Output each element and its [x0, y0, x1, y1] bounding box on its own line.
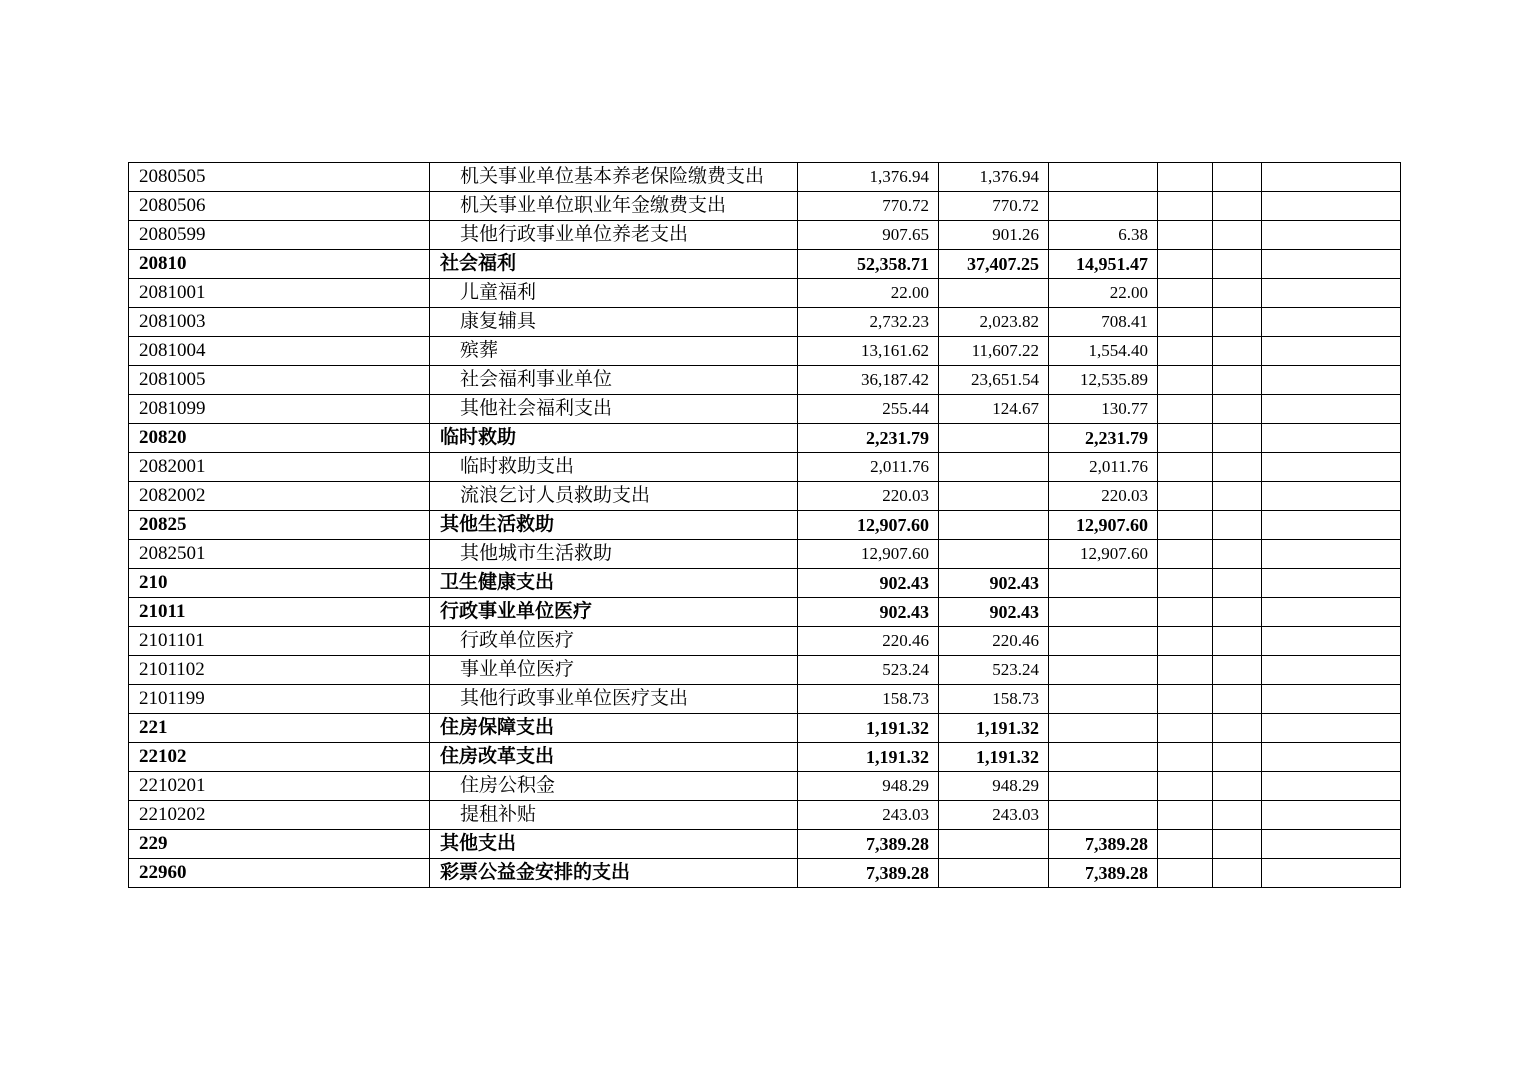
project-expenditure-cell: 220.03: [1049, 482, 1158, 511]
empty-cell: [1213, 337, 1262, 366]
subject-code-cell: 21011: [129, 598, 430, 627]
subject-name-cell: 社会福利: [430, 250, 798, 279]
basic-expenditure-cell: 1,191.32: [939, 743, 1049, 772]
empty-cell: [1213, 598, 1262, 627]
empty-cell: [1213, 859, 1262, 888]
empty-cell: [1262, 308, 1401, 337]
empty-cell: [1213, 540, 1262, 569]
empty-cell: [1158, 192, 1213, 221]
empty-cell: [1262, 163, 1401, 192]
project-expenditure-cell: [1049, 192, 1158, 221]
empty-cell: [1262, 772, 1401, 801]
total-amount-cell: 22.00: [798, 279, 939, 308]
subject-code-cell: 2080505: [129, 163, 430, 192]
basic-expenditure-cell: 243.03: [939, 801, 1049, 830]
basic-expenditure-cell: 220.46: [939, 627, 1049, 656]
project-expenditure-cell: 6.38: [1049, 221, 1158, 250]
table-row: [129, 163, 1401, 192]
basic-expenditure-cell: [939, 424, 1049, 453]
project-expenditure-cell: [1049, 627, 1158, 656]
empty-cell: [1213, 308, 1262, 337]
basic-expenditure-cell: [939, 453, 1049, 482]
project-expenditure-cell: [1049, 685, 1158, 714]
empty-cell: [1213, 279, 1262, 308]
subject-code-cell: 20825: [129, 511, 430, 540]
empty-cell: [1262, 859, 1401, 888]
subject-code-cell: 2081001: [129, 279, 430, 308]
subject-code-cell: 2081099: [129, 395, 430, 424]
subject-name-cell: 其他城市生活救助: [430, 540, 798, 569]
empty-cell: [1262, 482, 1401, 511]
table-row: [129, 192, 1401, 221]
empty-cell: [1158, 453, 1213, 482]
subject-code-cell: 2082002: [129, 482, 430, 511]
project-expenditure-cell: [1049, 656, 1158, 685]
empty-cell: [1262, 250, 1401, 279]
empty-cell: [1213, 830, 1262, 859]
empty-cell: [1158, 308, 1213, 337]
basic-expenditure-cell: 23,651.54: [939, 366, 1049, 395]
subject-name-cell: 殡葬: [430, 337, 798, 366]
basic-expenditure-cell: 37,407.25: [939, 250, 1049, 279]
basic-expenditure-cell: 11,607.22: [939, 337, 1049, 366]
subject-name-cell: 卫生健康支出: [430, 569, 798, 598]
empty-cell: [1262, 279, 1401, 308]
table-row: [129, 482, 1401, 511]
total-amount-cell: 2,732.23: [798, 308, 939, 337]
table-row: [129, 859, 1401, 888]
subject-name-cell: 临时救助支出: [430, 453, 798, 482]
subject-code-cell: 20810: [129, 250, 430, 279]
project-expenditure-cell: [1049, 714, 1158, 743]
empty-cell: [1158, 337, 1213, 366]
empty-cell: [1158, 569, 1213, 598]
subject-name-cell: 住房改革支出: [430, 743, 798, 772]
table-row: [129, 801, 1401, 830]
subject-name-cell: 临时救助: [430, 424, 798, 453]
subject-name-cell: 提租补贴: [430, 801, 798, 830]
empty-cell: [1213, 395, 1262, 424]
empty-cell: [1158, 627, 1213, 656]
subject-code-cell: 2210202: [129, 801, 430, 830]
empty-cell: [1158, 714, 1213, 743]
empty-cell: [1213, 772, 1262, 801]
table-row: [129, 714, 1401, 743]
subject-name-cell: 其他支出: [430, 830, 798, 859]
total-amount-cell: 12,907.60: [798, 540, 939, 569]
basic-expenditure-cell: 124.67: [939, 395, 1049, 424]
total-amount-cell: 7,389.28: [798, 859, 939, 888]
basic-expenditure-cell: 158.73: [939, 685, 1049, 714]
empty-cell: [1262, 598, 1401, 627]
total-amount-cell: 1,376.94: [798, 163, 939, 192]
empty-cell: [1262, 569, 1401, 598]
empty-cell: [1213, 569, 1262, 598]
basic-expenditure-cell: 2,023.82: [939, 308, 1049, 337]
project-expenditure-cell: 22.00: [1049, 279, 1158, 308]
table-row: [129, 685, 1401, 714]
empty-cell: [1213, 424, 1262, 453]
empty-cell: [1158, 859, 1213, 888]
subject-name-cell: 其他社会福利支出: [430, 395, 798, 424]
empty-cell: [1262, 830, 1401, 859]
subject-name-cell: 儿童福利: [430, 279, 798, 308]
total-amount-cell: 2,011.76: [798, 453, 939, 482]
project-expenditure-cell: 130.77: [1049, 395, 1158, 424]
project-expenditure-cell: 1,554.40: [1049, 337, 1158, 366]
basic-expenditure-cell: 1,376.94: [939, 163, 1049, 192]
project-expenditure-cell: 7,389.28: [1049, 830, 1158, 859]
table-row: [129, 511, 1401, 540]
project-expenditure-cell: 2,231.79: [1049, 424, 1158, 453]
project-expenditure-cell: [1049, 801, 1158, 830]
project-expenditure-cell: [1049, 569, 1158, 598]
empty-cell: [1213, 250, 1262, 279]
empty-cell: [1213, 192, 1262, 221]
empty-cell: [1262, 685, 1401, 714]
empty-cell: [1158, 511, 1213, 540]
empty-cell: [1158, 395, 1213, 424]
subject-name-cell: 社会福利事业单位: [430, 366, 798, 395]
empty-cell: [1262, 714, 1401, 743]
basic-expenditure-cell: 902.43: [939, 598, 1049, 627]
empty-cell: [1158, 830, 1213, 859]
subject-name-cell: 其他行政事业单位养老支出: [430, 221, 798, 250]
total-amount-cell: 907.65: [798, 221, 939, 250]
subject-code-cell: 22102: [129, 743, 430, 772]
table-row: [129, 395, 1401, 424]
table-row: [129, 279, 1401, 308]
budget-expenditure-table: [128, 162, 1401, 888]
total-amount-cell: 220.03: [798, 482, 939, 511]
project-expenditure-cell: [1049, 772, 1158, 801]
total-amount-cell: 255.44: [798, 395, 939, 424]
empty-cell: [1262, 511, 1401, 540]
empty-cell: [1158, 221, 1213, 250]
empty-cell: [1213, 511, 1262, 540]
subject-name-cell: 其他生活救助: [430, 511, 798, 540]
subject-name-cell: 住房公积金: [430, 772, 798, 801]
empty-cell: [1158, 424, 1213, 453]
total-amount-cell: 1,191.32: [798, 743, 939, 772]
total-amount-cell: 220.46: [798, 627, 939, 656]
empty-cell: [1213, 627, 1262, 656]
empty-cell: [1158, 540, 1213, 569]
basic-expenditure-cell: [939, 859, 1049, 888]
total-amount-cell: 948.29: [798, 772, 939, 801]
basic-expenditure-cell: 523.24: [939, 656, 1049, 685]
total-amount-cell: 2,231.79: [798, 424, 939, 453]
subject-code-cell: 22960: [129, 859, 430, 888]
empty-cell: [1262, 743, 1401, 772]
total-amount-cell: 12,907.60: [798, 511, 939, 540]
subject-code-cell: 2080599: [129, 221, 430, 250]
empty-cell: [1262, 221, 1401, 250]
empty-cell: [1262, 627, 1401, 656]
empty-cell: [1158, 772, 1213, 801]
empty-cell: [1262, 395, 1401, 424]
project-expenditure-cell: 14,951.47: [1049, 250, 1158, 279]
subject-name-cell: 机关事业单位基本养老保险缴费支出: [430, 163, 798, 192]
basic-expenditure-cell: 770.72: [939, 192, 1049, 221]
empty-cell: [1213, 453, 1262, 482]
table-row: [129, 569, 1401, 598]
subject-code-cell: 2080506: [129, 192, 430, 221]
project-expenditure-cell: [1049, 163, 1158, 192]
subject-code-cell: 2081004: [129, 337, 430, 366]
empty-cell: [1262, 337, 1401, 366]
project-expenditure-cell: 7,389.28: [1049, 859, 1158, 888]
subject-name-cell: 住房保障支出: [430, 714, 798, 743]
empty-cell: [1213, 366, 1262, 395]
empty-cell: [1262, 801, 1401, 830]
empty-cell: [1158, 482, 1213, 511]
basic-expenditure-cell: [939, 540, 1049, 569]
total-amount-cell: 52,358.71: [798, 250, 939, 279]
subject-name-cell: 其他行政事业单位医疗支出: [430, 685, 798, 714]
subject-code-cell: 2081005: [129, 366, 430, 395]
table-row: [129, 337, 1401, 366]
project-expenditure-cell: 12,907.60: [1049, 540, 1158, 569]
total-amount-cell: 243.03: [798, 801, 939, 830]
subject-code-cell: 2081003: [129, 308, 430, 337]
subject-code-cell: 2101101: [129, 627, 430, 656]
subject-code-cell: 2101102: [129, 656, 430, 685]
empty-cell: [1158, 685, 1213, 714]
subject-code-cell: 2082501: [129, 540, 430, 569]
empty-cell: [1158, 598, 1213, 627]
table-row: [129, 424, 1401, 453]
empty-cell: [1213, 801, 1262, 830]
basic-expenditure-cell: [939, 830, 1049, 859]
basic-expenditure-cell: [939, 279, 1049, 308]
table-row: [129, 221, 1401, 250]
project-expenditure-cell: 12,907.60: [1049, 511, 1158, 540]
table-row: [129, 772, 1401, 801]
empty-cell: [1262, 366, 1401, 395]
table-row: [129, 366, 1401, 395]
subject-code-cell: 20820: [129, 424, 430, 453]
empty-cell: [1158, 250, 1213, 279]
empty-cell: [1262, 656, 1401, 685]
subject-code-cell: 2101199: [129, 685, 430, 714]
empty-cell: [1158, 743, 1213, 772]
subject-code-cell: 229: [129, 830, 430, 859]
basic-expenditure-cell: 901.26: [939, 221, 1049, 250]
subject-name-cell: 事业单位医疗: [430, 656, 798, 685]
empty-cell: [1213, 482, 1262, 511]
table-row: [129, 308, 1401, 337]
total-amount-cell: 902.43: [798, 598, 939, 627]
subject-name-cell: 机关事业单位职业年金缴费支出: [430, 192, 798, 221]
project-expenditure-cell: [1049, 598, 1158, 627]
table-row: [129, 743, 1401, 772]
total-amount-cell: 902.43: [798, 569, 939, 598]
total-amount-cell: 1,191.32: [798, 714, 939, 743]
basic-expenditure-cell: [939, 482, 1049, 511]
subject-name-cell: 行政事业单位医疗: [430, 598, 798, 627]
subject-name-cell: 彩票公益金安排的支出: [430, 859, 798, 888]
project-expenditure-cell: 708.41: [1049, 308, 1158, 337]
project-expenditure-cell: [1049, 743, 1158, 772]
table-row: [129, 598, 1401, 627]
empty-cell: [1158, 656, 1213, 685]
table-row: [129, 540, 1401, 569]
empty-cell: [1158, 163, 1213, 192]
total-amount-cell: 13,161.62: [798, 337, 939, 366]
subject-name-cell: 行政单位医疗: [430, 627, 798, 656]
project-expenditure-cell: 12,535.89: [1049, 366, 1158, 395]
basic-expenditure-cell: 1,191.32: [939, 714, 1049, 743]
total-amount-cell: 770.72: [798, 192, 939, 221]
basic-expenditure-cell: 948.29: [939, 772, 1049, 801]
empty-cell: [1262, 424, 1401, 453]
table-row: [129, 656, 1401, 685]
subject-code-cell: 2210201: [129, 772, 430, 801]
empty-cell: [1213, 714, 1262, 743]
table-row: [129, 627, 1401, 656]
empty-cell: [1158, 366, 1213, 395]
empty-cell: [1213, 163, 1262, 192]
subject-code-cell: 221: [129, 714, 430, 743]
empty-cell: [1213, 221, 1262, 250]
total-amount-cell: 36,187.42: [798, 366, 939, 395]
subject-code-cell: 2082001: [129, 453, 430, 482]
basic-expenditure-cell: [939, 511, 1049, 540]
empty-cell: [1262, 540, 1401, 569]
subject-name-cell: 康复辅具: [430, 308, 798, 337]
subject-code-cell: 210: [129, 569, 430, 598]
table-body: [129, 163, 1401, 888]
empty-cell: [1262, 192, 1401, 221]
total-amount-cell: 523.24: [798, 656, 939, 685]
subject-name-cell: 流浪乞讨人员救助支出: [430, 482, 798, 511]
empty-cell: [1213, 656, 1262, 685]
total-amount-cell: 158.73: [798, 685, 939, 714]
table-row: [129, 250, 1401, 279]
total-amount-cell: 7,389.28: [798, 830, 939, 859]
basic-expenditure-cell: 902.43: [939, 569, 1049, 598]
table-row: [129, 453, 1401, 482]
empty-cell: [1213, 743, 1262, 772]
empty-cell: [1262, 453, 1401, 482]
empty-cell: [1158, 801, 1213, 830]
project-expenditure-cell: 2,011.76: [1049, 453, 1158, 482]
empty-cell: [1158, 279, 1213, 308]
empty-cell: [1213, 685, 1262, 714]
table-row: [129, 830, 1401, 859]
